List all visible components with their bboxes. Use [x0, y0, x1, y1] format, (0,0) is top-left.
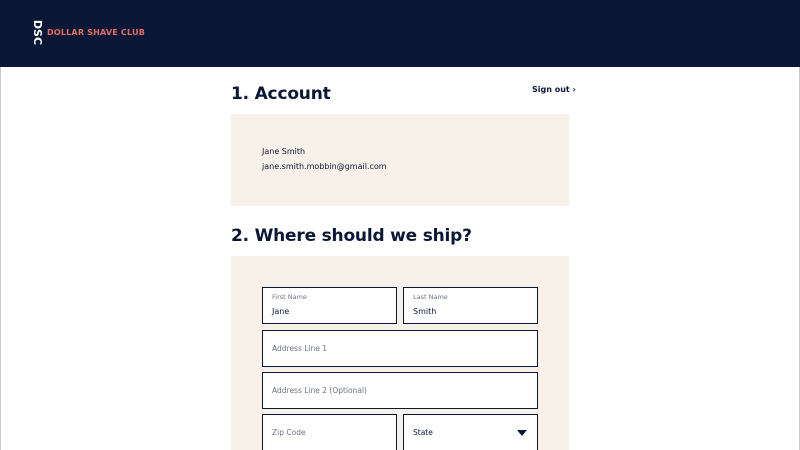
last-name-value: Smith — [413, 307, 437, 316]
chevron-down-icon — [517, 430, 527, 436]
sign-out-link[interactable]: Sign out › — [532, 85, 576, 94]
address-line-2-placeholder: Address Line 2 (Optional) — [272, 386, 367, 395]
address-line-2-field[interactable] — [262, 372, 538, 409]
first-name-value: Jane — [272, 307, 290, 316]
account-name: Jane Smith — [262, 147, 306, 156]
account-panel — [231, 114, 569, 206]
dsc-logo-icon — [32, 18, 46, 46]
logo-mark-text: DSC — [31, 19, 45, 46]
left-page-edge — [0, 67, 1, 450]
account-section-title: 1. Account — [231, 84, 331, 104]
address-line-1-field[interactable] — [262, 330, 538, 367]
address-line-1-placeholder: Address Line 1 — [272, 344, 328, 353]
last-name-field[interactable] — [403, 287, 538, 324]
zip-code-placeholder: Zip Code — [272, 428, 306, 437]
shipping-panel — [231, 256, 569, 450]
account-email: jane.smith.mobbin@gmail.com — [262, 162, 387, 171]
site-header — [0, 0, 800, 67]
logo-link[interactable] — [32, 18, 145, 46]
last-name-label: Last Name — [413, 293, 448, 301]
first-name-field[interactable] — [262, 287, 397, 324]
state-select[interactable] — [403, 414, 538, 450]
shipping-section-title: 2. Where should we ship? — [231, 226, 472, 246]
state-select-value: State — [413, 428, 433, 437]
logo-text: DOLLAR SHAVE CLUB — [47, 27, 145, 37]
zip-code-field[interactable] — [262, 414, 397, 450]
first-name-label: First Name — [272, 293, 307, 301]
